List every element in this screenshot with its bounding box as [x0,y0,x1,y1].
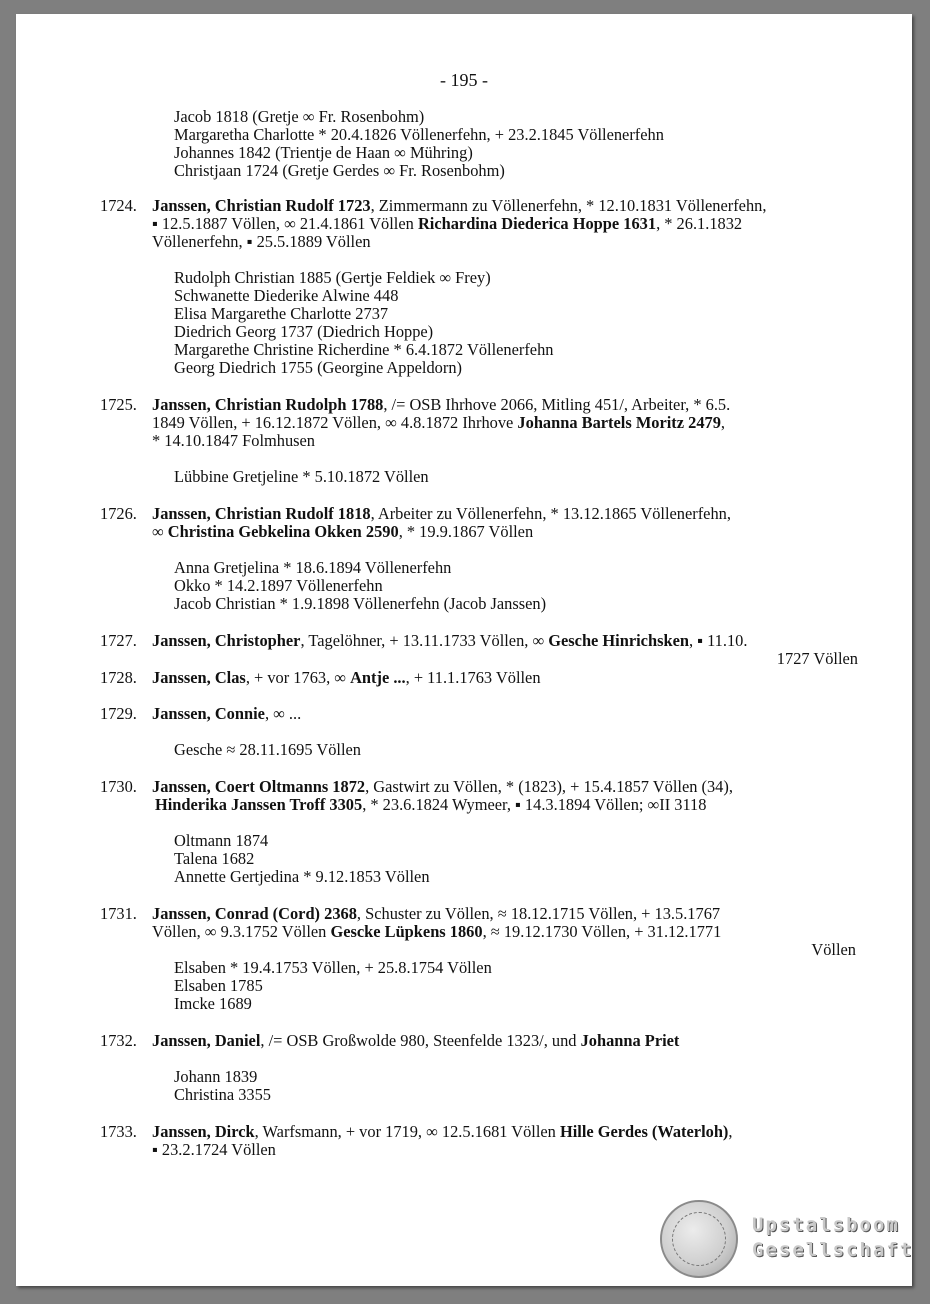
entry-line: * 14.10.1847 Folmhusen [152,431,316,450]
list-item: Imcke 1689 [174,994,252,1013]
entry-number: 1727. [100,631,137,650]
entry-line: Janssen, Christian Rudolf 1723, Zimmermann zu Völlenerfehn, * 12.10.1831 Völlenerfehn, [152,196,767,215]
entry-number: 1724. [100,196,137,215]
entry-line: 1727 Völlen [776,649,858,668]
entry-line: 1849 Völlen, + 16.12.1872 Völlen, ∞ 4.8.1872 Ihrhove Johanna Bartels Moritz 2479, [152,413,726,432]
list-item: Elisa Margarethe Charlotte 2737 [174,304,389,323]
entry-number: 1726. [100,504,137,523]
list-item: Johann 1839 [174,1067,258,1086]
entry-line: ▪ 23.2.1724 Völlen [152,1140,276,1159]
list-item: Elsaben 1785 [174,976,263,995]
list-item: Schwanette Diederike Alwine 448 [174,286,399,305]
list-item: Johannes 1842 (Trientje de Haan ∞ Mühring) [174,143,473,162]
list-item: Annette Gertjedina * 9.12.1853 Völlen [174,867,430,886]
list-item: Margaretha Charlotte * 20.4.1826 Völlenerfehn, + 23.2.1845 Völlenerfehn [174,125,664,144]
entry-line: Hinderika Janssen Troff 3305, * 23.6.1824 Wymeer, ▪ 14.3.1894 Völlen; ∞II 3118 [155,795,707,814]
entry-number: 1732. [100,1031,137,1050]
entry-line: Janssen, Dirck, Warfsmann, + vor 1719, ∞ 12.5.1681 Völlen Hille Gerdes (Waterloh), [152,1122,733,1141]
list-item: Diedrich Georg 1737 (Diedrich Hoppe) [174,322,434,341]
entry-line: Janssen, Christian Rudolph 1788, /= OSB Ihrhove 2066, Mitling 451/, Arbeiter, * 6.5. [152,395,731,414]
list-item: Jacob 1818 (Gretje ∞ Fr. Rosenbohm) [174,107,425,126]
entry-line: Janssen, Christopher, Tagelöhner, + 13.11.1733 Völlen, ∞ Gesche Hinrichsken, ▪ 11.10. [152,631,748,650]
list-item: Margarethe Christine Richerdine * 6.4.1872 Völlenerfehn [174,340,554,359]
list-item: Christina 3355 [174,1085,271,1104]
entry-number: 1725. [100,395,137,414]
list-item: Jacob Christian * 1.9.1898 Völlenerfehn (Jacob Janssen) [174,594,547,613]
logo-text-line1: Upstalsboom [752,1214,900,1236]
list-item: Elsaben * 19.4.1753 Völlen, + 25.8.1754 Völlen [174,958,492,977]
list-item: Oltmann 1874 [174,831,269,850]
entry-number: 1731. [100,904,137,923]
entry-number: 1728. [100,668,137,687]
entry-line: Janssen, Daniel, /= OSB Großwolde 980, Steenfelde 1323/, und Johanna Priet [152,1031,680,1050]
logo-text-line2: Gesellschaft [752,1239,914,1261]
list-item: Rudolph Christian 1885 (Gertje Feldiek ∞ Frey) [174,268,491,287]
entry-line: ∞ Christina Gebkelina Okken 2590, * 19.9.1867 Völlen [152,522,534,541]
entry-number: 1733. [100,1122,137,1141]
entry-number: 1729. [100,704,137,723]
entry-line: Völlen, ∞ 9.3.1752 Völlen Gescke Lüpkens 1860, ≈ 19.12.1730 Völlen, + 31.12.1771 [152,922,722,941]
list-item: Georg Diedrich 1755 (Georgine Appeldorn) [174,358,462,377]
list-item: Lübbine Gretjeline * 5.10.1872 Völlen [174,467,429,486]
document-page [16,14,912,1286]
page-number: - 195 - [440,70,488,90]
entry-line: Völlenerfehn, ▪ 25.5.1889 Völlen [152,232,371,251]
entry-line: Janssen, Conrad (Cord) 2368, Schuster zu Völlen, ≈ 18.12.1715 Völlen, + 13.5.1767 [152,904,721,923]
entry-line: Völlen [811,940,856,959]
entry-line: Janssen, Coert Oltmanns 1872, Gastwirt zu Völlen, * (1823), + 15.4.1857 Völlen (34), [152,777,733,796]
entry-line: ▪ 12.5.1887 Völlen, ∞ 21.4.1861 Völlen Richardina Diederica Hoppe 1631, * 26.1.1832 [152,214,743,233]
entry-line: Janssen, Connie, ∞ ... [152,704,302,723]
list-item: Anna Gretjelina * 18.6.1894 Völlenerfehn [174,558,452,577]
entry-number: 1730. [100,777,137,796]
list-item: Christjaan 1724 (Gretje Gerdes ∞ Fr. Rosenbohm) [174,161,505,180]
entry-line: Janssen, Christian Rudolf 1818, Arbeiter zu Völlenerfehn, * 13.12.1865 Völlenerfehn, [152,504,731,523]
entry-line: Janssen, Clas, + vor 1763, ∞ Antje ..., + 11.1.1763 Völlen [152,668,541,687]
list-item: Gesche ≈ 28.11.1695 Völlen [174,740,361,759]
list-item: Talena 1682 [174,849,255,868]
seal-logo-icon [660,1200,738,1278]
list-item: Okko * 14.2.1897 Völlenerfehn [174,576,383,595]
